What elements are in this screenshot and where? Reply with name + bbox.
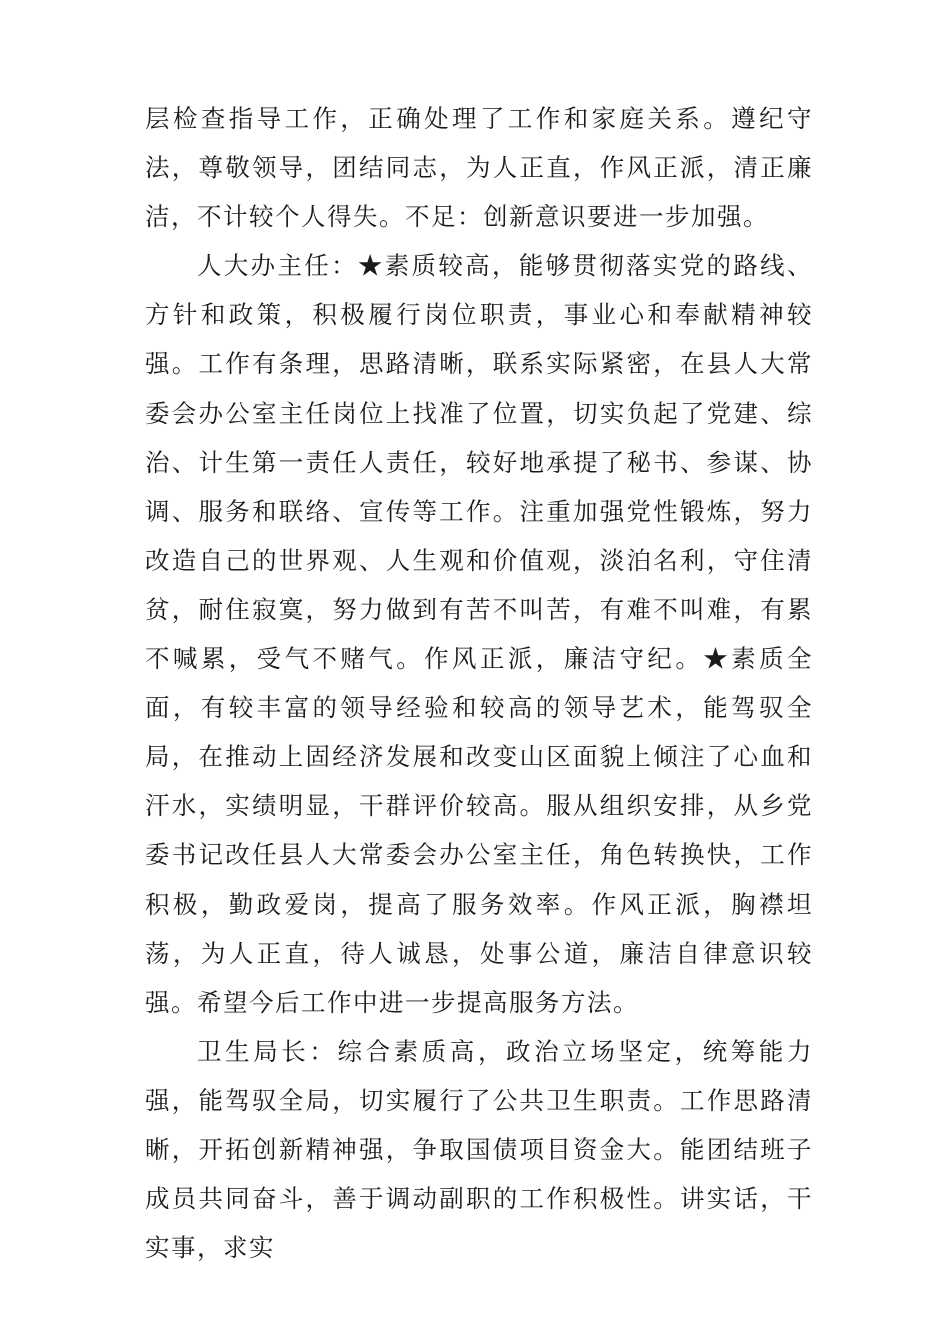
paragraph-3: 卫生局长：综合素质高，政治立场坚定，统筹能力强，能驾驭全局，切实履行了公共卫生职责。工作思路清晰，开拓创新精神强，争取国债项目资金大。能团结班子成员共同奋斗，善于调动副职的工作积极性。讲实话，干实事，求实 bbox=[145, 1036, 813, 1263]
paragraph-2: 人大办主任：★素质较高，能够贯彻落实党的路线、方针和政策，积极履行岗位职责，事业心和奉献精神较强。工作有条理，思路清晰，联系实际紧密，在县人大常委会办公室主任岗位上找准了位置，切实负起了党建、综治、计生第一责任人责任，较好地承提了秘书、参谋、协调、服务和联络、宣传等工作。注重加强党性锻炼，努力改造自己的世界观、人生观和价值观，淡泊名利，守住清贫，耐住寂寞，努力做到有苦不叫苦，有难不叫难，有累不喊累，受气不赌气。作风正派，廉洁守纪。★素质全面，有较丰富的领导经验和较高的领导艺术，能驾驭全局，在推动上固经济发展和改变山区面貌上倾注了心血和汗水，实绩明显，干群评价较高。服从组织安排，从乡党委书记改任县人大常委会办公室主任，角色转换快，工作积极，勤政爱岗，提高了服务效率。作风正派，胸襟坦荡，为人正直，待人诚恳，处事公道，廉洁自律意识较强。希望今后工作中进一步提高服务方法。 bbox=[145, 251, 813, 1017]
document-page bbox=[145, 94, 813, 1272]
paragraph-1: 层检查指导工作，正确处理了工作和家庭关系。遵纪守法，尊敬领导，团结同志，为人正直，作风正派，清正廉洁，不计较个人得失。不足：创新意识要进一步加强。 bbox=[145, 104, 813, 232]
